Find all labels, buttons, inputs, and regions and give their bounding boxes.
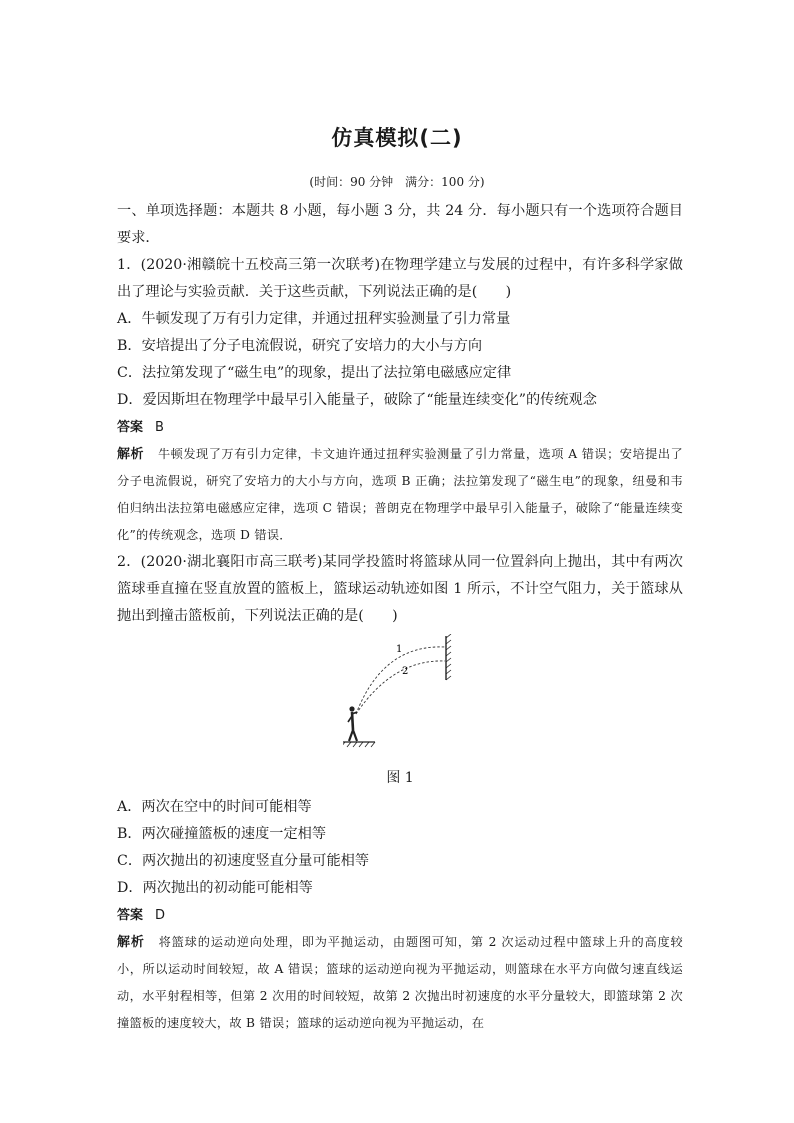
answer-value: B — [155, 420, 164, 435]
basketball-trajectory-diagram — [343, 634, 463, 764]
backboard-hatching — [446, 634, 451, 680]
answer-value: D — [155, 908, 166, 923]
explanation-label: 解析 — [117, 935, 145, 950]
answer-label: 答案 — [117, 420, 144, 435]
question-1-option-b: B．安培提出了分子电流假说，研究了安培力的大小与方向 — [117, 338, 483, 354]
figure-1 — [117, 630, 683, 768]
page-title: 仿真模拟(二) — [331, 126, 463, 150]
question-2-option-b: B．两次碰撞篮板的速度一定相等 — [117, 826, 327, 842]
explanation-label: 解析 — [117, 447, 144, 462]
trajectory-1-label: 1 — [396, 644, 403, 655]
document-body — [117, 198, 683, 1037]
question-2-explanation — [117, 929, 683, 1037]
trajectory-1 — [356, 647, 445, 714]
explanation-text: 牛顿发现了万有引力定律，卡文迪许通过扭秤实验测量了引力常量，选项 A 错误；安培提出了分子电流假说，研究了安培力的大小与方向，选项 B 正确；法拉第发现了“磁生电”的现象，纽曼和韦伯归纳出法拉第电磁感应定律，选项 C 错误；普朗克在物理学中最早引入能量子，破除了“能量连续变化”的传统观念，选项 D 错误． — [117, 447, 683, 542]
question-2-option-d: D．两次抛出的初动能可能相等 — [117, 880, 313, 896]
trajectory-2 — [356, 661, 445, 714]
trajectory-2-label: 2 — [402, 666, 409, 677]
question-1-answer — [117, 414, 683, 441]
question-1-option-c: C．法拉第发现了“磁生电”的现象，提出了法拉第电磁感应定律 — [117, 365, 512, 381]
question-1-option-d: D．爱因斯坦在物理学中最早引入能量子，破除了“能量连续变化”的传统观念 — [117, 392, 597, 408]
player-figure — [348, 706, 357, 741]
question-2-option-c: C．两次抛出的初速度竖直分量可能相等 — [117, 853, 370, 869]
figure-1-caption: 图 1 — [386, 770, 414, 786]
question-2-answer — [117, 902, 683, 929]
explanation-text: 将篮球的运动逆向处理，即为平抛运动，由题图可知，第 2 次运动过程中篮球上升的高度较小，所以运动时间较短，故 A 错误；篮球的运动逆向视为平抛运动，则篮球在水平方向做匀速直线运动，水平射程相等，但第 2 次用的时间较短，故第 2 次抛出时初速度的水平分量较大，即篮球第 2 次撞篮板的速度较大，故 B 错误；篮球的运动逆向视为平抛运动，在 — [117, 935, 683, 1030]
question-1-stem: 1．(2020·湘赣皖十五校高三第一次联考)在物理学建立与发展的过程中，有许多科学家做出了理论与实验贡献．关于这些贡献，下列说法正确的是( ) — [117, 257, 683, 300]
ground-hatching — [343, 742, 375, 747]
exam-time-score: (时间：90 分钟 满分：100 分) — [309, 175, 485, 189]
section-header: 一、单项选择题：本题共 8 小题，每小题 3 分，共 24 分．每小题只有一个选项符合题目要求． — [117, 203, 683, 246]
answer-label: 答案 — [117, 908, 144, 923]
question-2-stem: 2．(2020·湖北襄阳市高三联考)某同学投篮时将篮球从同一位置斜向上抛出，其中有两次篮球垂直撞在竖直放置的篮板上，篮球运动轨迹如图 1 所示，不计空气阻力，关于篮球从抛出到撞击篮板前，下列说法正确的是( ) — [117, 554, 683, 624]
question-2-option-a: A．两次在空中的时间可能相等 — [117, 799, 312, 815]
question-1-option-a: A．牛顿发现了万有引力定律，并通过扭秤实验测量了引力常量 — [117, 311, 511, 327]
question-1-explanation — [117, 441, 683, 549]
